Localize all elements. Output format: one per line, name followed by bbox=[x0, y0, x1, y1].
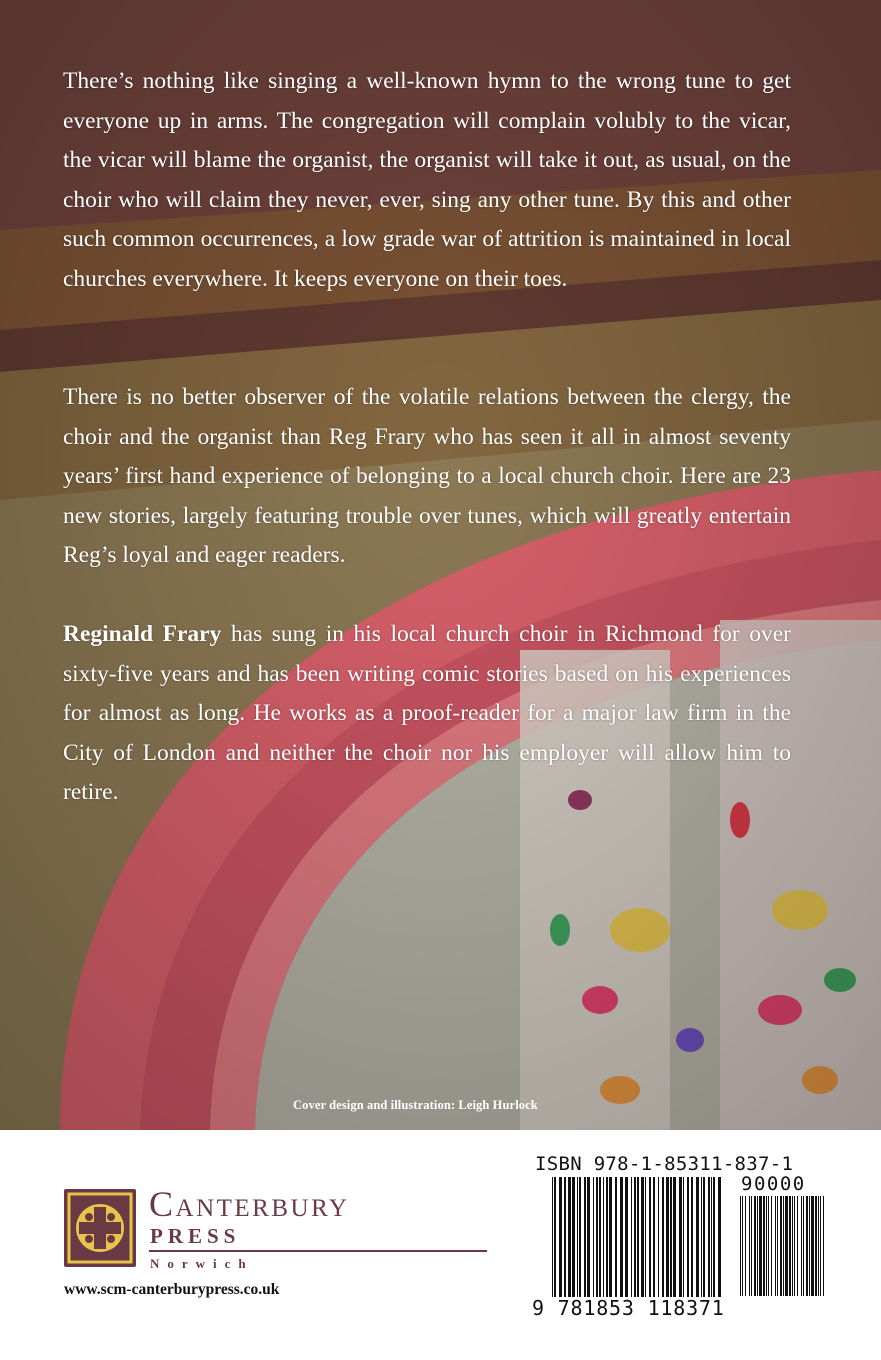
barcode-bar bbox=[641, 1177, 644, 1297]
barcode-bar bbox=[777, 1196, 778, 1296]
barcode-bar bbox=[811, 1196, 814, 1296]
barcode-bar bbox=[759, 1196, 762, 1296]
barcode-bar bbox=[809, 1196, 810, 1296]
barcode-bar bbox=[708, 1177, 710, 1297]
barcode-bar bbox=[620, 1177, 623, 1297]
barcode-digits: 9 781853 118371 bbox=[532, 1296, 725, 1320]
publisher-city: Norwich bbox=[150, 1256, 254, 1271]
barcode-bar bbox=[823, 1196, 824, 1296]
barcode-bar bbox=[806, 1196, 808, 1296]
barcode-bar bbox=[789, 1196, 791, 1296]
barcode-bar bbox=[751, 1196, 752, 1296]
barcode-bar bbox=[801, 1196, 802, 1296]
barcode-bar bbox=[606, 1177, 608, 1297]
barcode-bar bbox=[797, 1196, 798, 1296]
barcode-bar bbox=[649, 1177, 651, 1297]
publisher-imprint: PRESS bbox=[150, 1224, 241, 1248]
barcode-bar bbox=[742, 1196, 743, 1296]
blurb-paragraph-2: There is no better observer of the volatile relations between the clergy, the choir and the organist than Reg Frary who has seen it all in almost seventy years’ first hand experience of belonging to a local church choir. Here are 23 new stories, largely featuring trouble over tunes, which will greatly entertain Reg’s loyal and eager readers. bbox=[63, 384, 791, 568]
barcode-bar bbox=[666, 1177, 669, 1297]
barcode-bar bbox=[634, 1177, 636, 1297]
barcode-bar bbox=[803, 1196, 804, 1296]
barcode-bar bbox=[572, 1177, 575, 1297]
blurb-paragraph-1: There’s nothing like singing a well-known hymn to the wrong tune to get everyone up in arms. The congregation will complain volubly to the vicar, the vicar will blame the organist, the organist will take it out, as usual, on the choir who will claim they never, ever, sing any other tune. By this and other such common occurrences, a low grade war of attrition is maintained in local churches everywhere. It keeps everyone on their toes. bbox=[63, 68, 791, 292]
publisher-website[interactable]: www.scm-canterburypress.co.uk bbox=[64, 1281, 280, 1298]
barcode-bar bbox=[749, 1196, 750, 1296]
barcode-bar bbox=[564, 1177, 566, 1297]
barcode-bar bbox=[599, 1177, 601, 1297]
barcode-bar bbox=[559, 1177, 562, 1297]
barcode-bar bbox=[568, 1177, 571, 1297]
barcode-bar bbox=[792, 1196, 793, 1296]
isbn-barcode bbox=[552, 1177, 724, 1297]
barcode-bar bbox=[780, 1196, 782, 1296]
barcode-bar bbox=[785, 1196, 788, 1296]
barcode-bar bbox=[603, 1177, 604, 1297]
barcode-bar bbox=[775, 1196, 776, 1296]
barcode-bar bbox=[757, 1196, 758, 1296]
barcode-bar bbox=[771, 1196, 772, 1296]
barcode-bar bbox=[763, 1196, 765, 1296]
barcode-bar bbox=[670, 1177, 672, 1297]
cover-credit: Cover design and illustration: Leigh Hurlock bbox=[293, 1098, 538, 1112]
publisher-name: Canterbury bbox=[149, 1184, 350, 1224]
barcode-bar bbox=[579, 1177, 581, 1297]
price-code: 90000 bbox=[741, 1173, 806, 1195]
barcode-bar bbox=[818, 1196, 819, 1296]
cross-emblem-icon bbox=[64, 1189, 136, 1267]
author-bio-text: has sung in his local church choir in Richmond for over sixty-five years and has been writing comic stories based on his experiences for almost as long. He works as a proof-reader for a major law firm in the City of London and neither the choir nor his employer will allow him to retire. bbox=[63, 621, 791, 805]
barcode-bar bbox=[754, 1196, 756, 1296]
barcode-bar bbox=[679, 1177, 682, 1297]
barcode-bar bbox=[713, 1177, 715, 1297]
barcode-bar bbox=[552, 1177, 553, 1297]
barcode-bar bbox=[615, 1177, 617, 1297]
publisher-divider bbox=[149, 1250, 487, 1252]
addon-barcode bbox=[740, 1196, 826, 1296]
barcode-bar bbox=[554, 1177, 556, 1297]
barcode-bar bbox=[687, 1177, 689, 1297]
isbn-label: ISBN 978-1-85311-837-1 bbox=[535, 1153, 794, 1175]
barcode-bar bbox=[691, 1177, 693, 1297]
barcode-bar bbox=[662, 1177, 664, 1297]
barcode-bar bbox=[696, 1177, 699, 1297]
barcode-bar bbox=[577, 1177, 578, 1297]
barcode-bar bbox=[593, 1177, 594, 1297]
barcode-bar bbox=[820, 1196, 821, 1296]
barcode-bar bbox=[673, 1177, 676, 1297]
barcode-bar bbox=[645, 1177, 646, 1297]
barcode-bar bbox=[625, 1177, 628, 1297]
barcode-bar bbox=[794, 1196, 795, 1296]
barcode-bar bbox=[637, 1177, 639, 1297]
barcode-bar bbox=[766, 1196, 767, 1296]
barcode-bar bbox=[584, 1177, 586, 1297]
barcode-bar bbox=[653, 1177, 655, 1297]
barcode-bar bbox=[658, 1177, 659, 1297]
author-name: Reginald Frary bbox=[63, 621, 222, 647]
barcode-bar bbox=[631, 1177, 632, 1297]
barcode-bar bbox=[745, 1196, 746, 1296]
barcode-bar bbox=[768, 1196, 769, 1296]
barcode-bar bbox=[609, 1177, 612, 1297]
barcode-bar bbox=[711, 1177, 712, 1297]
barcode-bar bbox=[683, 1177, 684, 1297]
barcode-bar bbox=[587, 1177, 590, 1297]
barcode-bar bbox=[703, 1177, 705, 1297]
barcode-bar bbox=[815, 1196, 817, 1296]
barcode-bar bbox=[718, 1177, 721, 1297]
barcode-bar bbox=[596, 1177, 598, 1297]
barcode-bar bbox=[701, 1177, 702, 1297]
author-bio bbox=[63, 615, 791, 813]
barcode-bar bbox=[783, 1196, 784, 1296]
barcode-bar bbox=[740, 1196, 741, 1296]
